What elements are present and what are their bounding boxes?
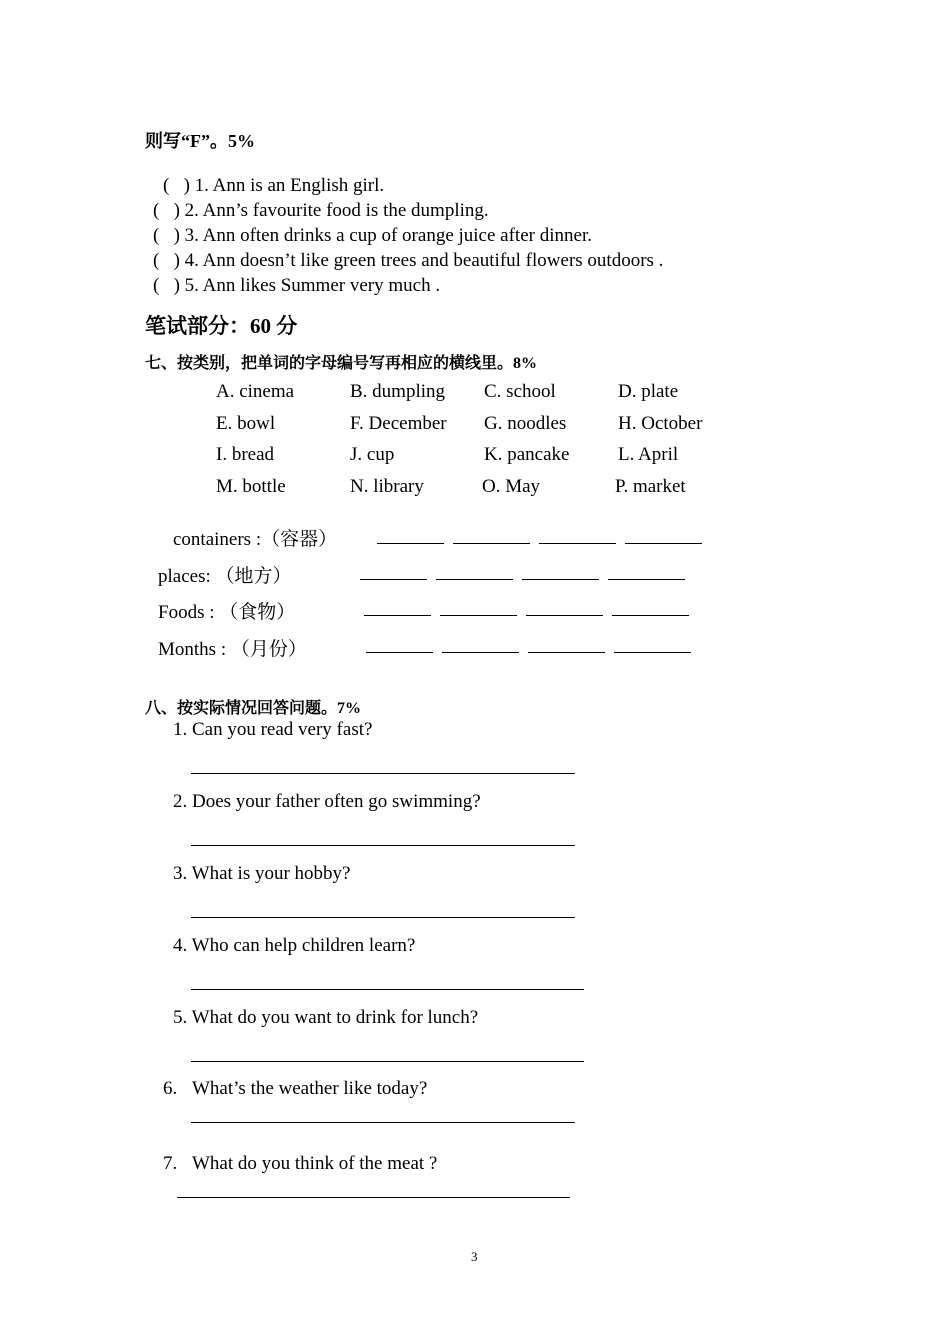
tf-item-4: ( ) 4. Ann doesn’t like green trees and beautiful flowers outdoors . xyxy=(153,250,664,271)
word-o: O. May xyxy=(482,476,541,497)
question-6-number: 6. xyxy=(163,1078,178,1099)
blank-line[interactable] xyxy=(377,543,444,544)
question-5: 5. What do you want to drink for lunch? xyxy=(173,1007,479,1028)
question-4: 4. Who can help children learn? xyxy=(173,935,416,956)
word-a: A. cinema xyxy=(216,381,295,402)
blank-line[interactable] xyxy=(526,615,603,616)
question-3: 3. What is your hobby? xyxy=(173,863,351,884)
blank-line[interactable] xyxy=(360,579,427,580)
answer-line[interactable] xyxy=(177,1197,570,1198)
category-places: places: （地方） xyxy=(158,566,292,587)
answer-line[interactable] xyxy=(191,845,575,846)
word-p: P. market xyxy=(615,476,686,497)
category-months: Months : （月份） xyxy=(158,639,307,660)
category-foods: Foods : （食物） xyxy=(158,602,296,623)
blank-line[interactable] xyxy=(442,652,519,653)
word-m: M. bottle xyxy=(216,476,286,497)
word-e: E. bowl xyxy=(216,413,276,434)
page-number: 3 xyxy=(471,1249,478,1264)
section7-title: 七、按类别，把单词的字母编号写再相应的横线里。8% xyxy=(145,355,538,372)
answer-line[interactable] xyxy=(191,1122,575,1123)
word-f: F. December xyxy=(350,413,447,434)
tf-item-3: ( ) 3. Ann often drinks a cup of orange juice after dinner. xyxy=(153,225,592,246)
intro-line: 则写“F”。5% xyxy=(145,131,255,151)
answer-line[interactable] xyxy=(191,773,575,774)
question-1: 1. Can you read very fast? xyxy=(173,719,373,740)
written-section-heading: 笔试部分：60 分 xyxy=(145,314,298,338)
question-7: What do you think of the meat ? xyxy=(192,1153,438,1174)
answer-line[interactable] xyxy=(191,1061,584,1062)
word-h: H. October xyxy=(618,413,703,434)
blank-line[interactable] xyxy=(612,615,689,616)
word-n: N. library xyxy=(350,476,424,497)
word-d: D. plate xyxy=(618,381,679,402)
category-containers: containers :（容器） xyxy=(173,529,338,550)
blank-line[interactable] xyxy=(625,543,702,544)
question-2: 2. Does your father often go swimming? xyxy=(173,791,481,812)
word-b: B. dumpling xyxy=(350,381,446,402)
blank-line[interactable] xyxy=(440,615,517,616)
word-i: I. bread xyxy=(216,444,275,465)
blank-line[interactable] xyxy=(528,652,605,653)
question-7-number: 7. xyxy=(163,1153,178,1174)
tf-item-2: ( ) 2. Ann’s favourite food is the dumpling. xyxy=(153,200,489,221)
blank-line[interactable] xyxy=(436,579,513,580)
word-g: G. noodles xyxy=(484,413,567,434)
blank-line[interactable] xyxy=(522,579,599,580)
question-6: What’s the weather like today? xyxy=(192,1078,428,1099)
tf-item-1: ( ) 1. Ann is an English girl. xyxy=(163,175,385,196)
answer-line[interactable] xyxy=(191,989,584,990)
word-c: C. school xyxy=(484,381,556,402)
word-j: J. cup xyxy=(350,444,395,465)
section8-title: 八、按实际情况回答问题。7% xyxy=(145,700,362,717)
blank-line[interactable] xyxy=(453,543,530,544)
blank-line[interactable] xyxy=(608,579,685,580)
blank-line[interactable] xyxy=(364,615,431,616)
word-l: L. April xyxy=(618,444,679,465)
tf-item-5: ( ) 5. Ann likes Summer very much . xyxy=(153,275,441,296)
blank-line[interactable] xyxy=(539,543,616,544)
blank-line[interactable] xyxy=(366,652,433,653)
answer-line[interactable] xyxy=(191,917,575,918)
word-k: K. pancake xyxy=(484,444,570,465)
blank-line[interactable] xyxy=(614,652,691,653)
